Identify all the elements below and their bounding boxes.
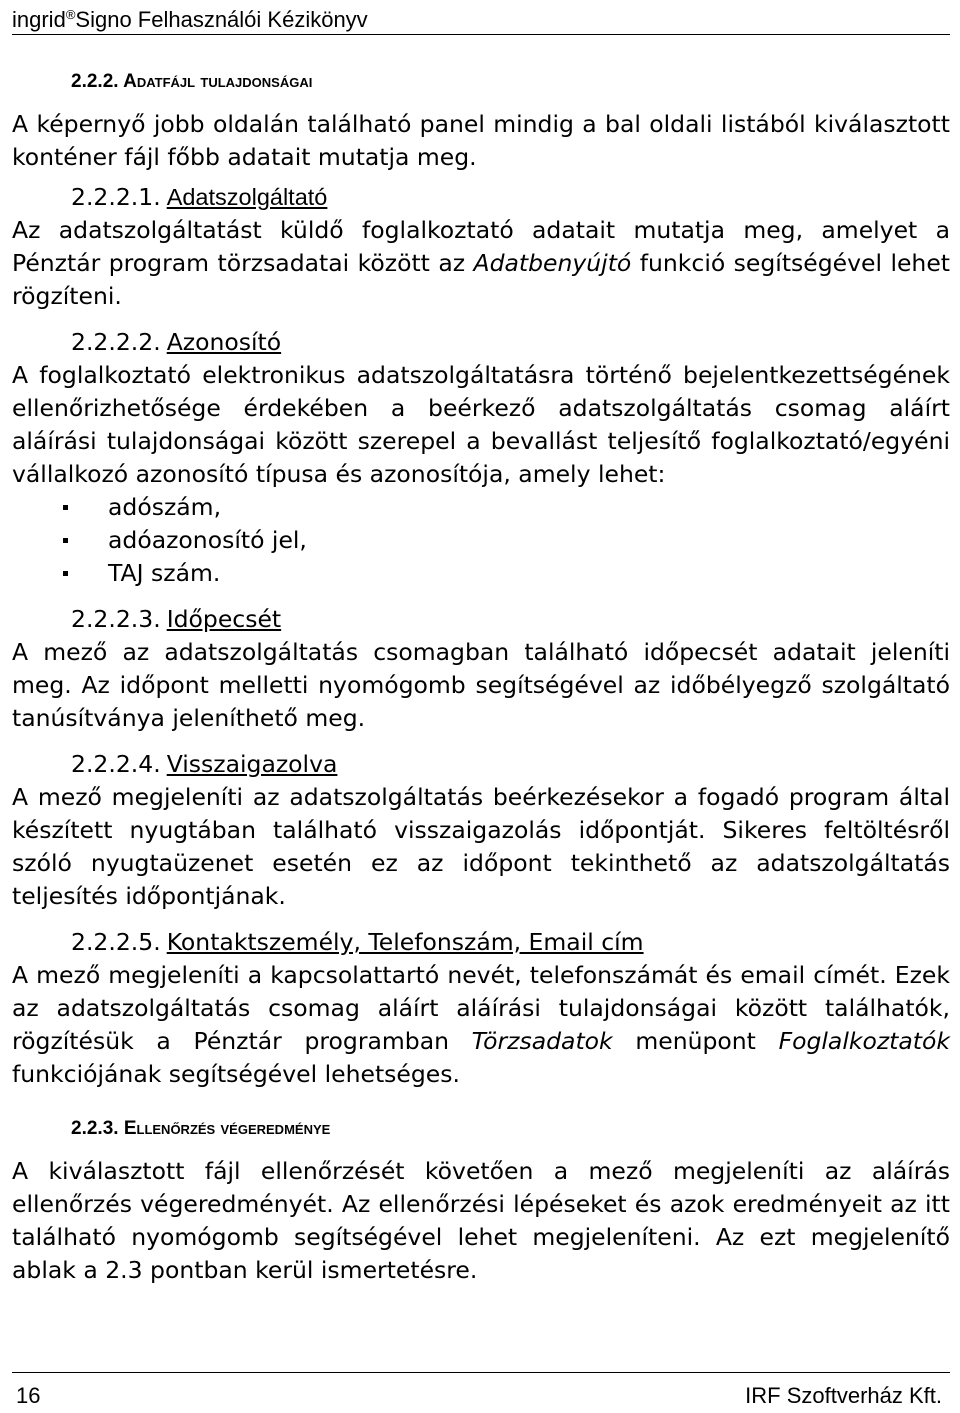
italic-term: Adatbenyújtó bbox=[473, 249, 632, 277]
bullet-square-icon bbox=[63, 538, 68, 543]
azonosito-paragraph: A foglalkoztató elektronikus adatszolgáltatásra történő bejelentkezettségének ellenőrizhetősége érdekében a beérkező adatszolgáltatás csomag aláírt aláírási tulajdonságai között szerepel a bevallást teljesítő foglalkoztató/egyéni vállalkozó azonosító típusa és azonosítója, amely lehet: bbox=[12, 361, 950, 488]
kontaktszemely-paragraph bbox=[12, 959, 950, 1091]
subsection-heading-adatszolgaltato bbox=[12, 181, 950, 214]
header-title-suffix: Signo Felhasználói Kézikönyv bbox=[75, 7, 368, 32]
subsection-title: Adatszolgáltató bbox=[166, 184, 328, 210]
section-number: 2.2.3. bbox=[71, 1118, 119, 1139]
list-item bbox=[12, 491, 950, 524]
header-title-prefix: ingrid bbox=[12, 7, 66, 32]
registered-mark: ® bbox=[65, 7, 76, 22]
italic-term: Törzsadatok bbox=[471, 1027, 613, 1055]
section-title: Ellenőrzés végeredménye bbox=[123, 1118, 331, 1139]
list-item-text: adóazonosító jel, bbox=[108, 526, 307, 554]
italic-term: Foglalkoztatók bbox=[778, 1027, 950, 1055]
section-title: Adatfájl tulajdonságai bbox=[123, 71, 313, 92]
subsection-heading-idopecset bbox=[12, 603, 950, 636]
bullet-square-icon bbox=[63, 571, 68, 576]
company-name: IRF Szoftverház Kft. bbox=[745, 1383, 942, 1408]
bullet-square-icon bbox=[63, 505, 68, 510]
subsection-heading-visszaigazolva bbox=[12, 748, 950, 781]
section-intro-paragraph: A képernyő jobb oldalán található panel mindig a bal oldali listából kiválasztott konténer fájl főbb adatait mutatja meg. bbox=[12, 110, 950, 171]
text-segment: Az adatszolgáltatást küldő foglalkoztató adatait mutatja meg, amelyet a Pénztár program törzsadatai között az bbox=[12, 216, 950, 277]
list-item-text: adószám, bbox=[108, 493, 222, 521]
visszaigazolva-paragraph: A mező megjeleníti az adatszolgáltatás beérkezésekor a fogadó program által készített nyugtában található visszaigazolás időpontját. Sikeres feltöltésről szóló nyugtaüzenet esetén ez az időpont tekinthető az adatszolgáltatás teljesítés időpontjának. bbox=[12, 783, 950, 910]
subsection-number: 2.2.2.1. bbox=[71, 183, 161, 211]
subsection-heading-kontaktszemely bbox=[12, 926, 950, 959]
page-content bbox=[12, 68, 950, 1287]
section-heading-ellenorzes bbox=[12, 1115, 950, 1143]
section-heading-adatfajl bbox=[12, 68, 950, 96]
text-segment: menüpont bbox=[612, 1027, 779, 1055]
page-header bbox=[12, 0, 950, 35]
list-item bbox=[12, 524, 950, 557]
subsection-title: Visszaigazolva bbox=[166, 750, 338, 778]
spacer bbox=[12, 1091, 950, 1115]
text-segment: funkció segítségével lehet rögzíteni. bbox=[12, 249, 950, 310]
subsection-title: Időpecsét bbox=[166, 605, 282, 633]
subsection-title: Azonosító bbox=[166, 328, 282, 356]
subsection-number: 2.2.2.2. bbox=[71, 328, 161, 356]
ellenorzes-paragraph: A kiválasztott fájl ellenőrzését követően a mező megjeleníti az aláírás ellenőrzés végeredményét. Az ellenőrzési lépéseket és azok eredményeit az itt található nyomógomb segítségével lehet megjeleníteni. Az ezt megjelenítő ablak a 2.3 pontban kerül ismertetésre. bbox=[12, 1157, 950, 1284]
section-number: 2.2.2. bbox=[71, 71, 119, 92]
adatszolgaltato-paragraph bbox=[12, 214, 950, 313]
subsection-number: 2.2.2.4. bbox=[71, 750, 161, 778]
idopecset-paragraph: A mező az adatszolgáltatás csomagban található időpecsét adatait jeleníti meg. Az időpont melletti nyomógomb segítségével az időbélyegző szolgáltató tanúsítványa jeleníthető meg. bbox=[12, 638, 950, 732]
identifier-list bbox=[12, 491, 950, 590]
list-item-text: TAJ szám. bbox=[108, 559, 221, 587]
text-segment: A mező megjeleníti a kapcsolattartó nevét, telefonszámát és email címét. Ezek az adatszolgáltatás csomag aláírt aláírási tulajdonságai között találhatók, rögzítésük a Pénztár programban bbox=[12, 961, 950, 1055]
list-item bbox=[12, 557, 950, 590]
subsection-heading-azonosito bbox=[12, 326, 950, 359]
subsection-number: 2.2.2.3. bbox=[71, 605, 161, 633]
page-number: 16 bbox=[16, 1383, 41, 1408]
text-segment: funkciójának segítségével lehetséges. bbox=[12, 1060, 460, 1088]
subsection-number: 2.2.2.5. bbox=[71, 928, 161, 956]
subsection-title: Kontaktszemély, Telefonszám, Email cím bbox=[166, 928, 644, 956]
page-footer bbox=[12, 1372, 950, 1413]
